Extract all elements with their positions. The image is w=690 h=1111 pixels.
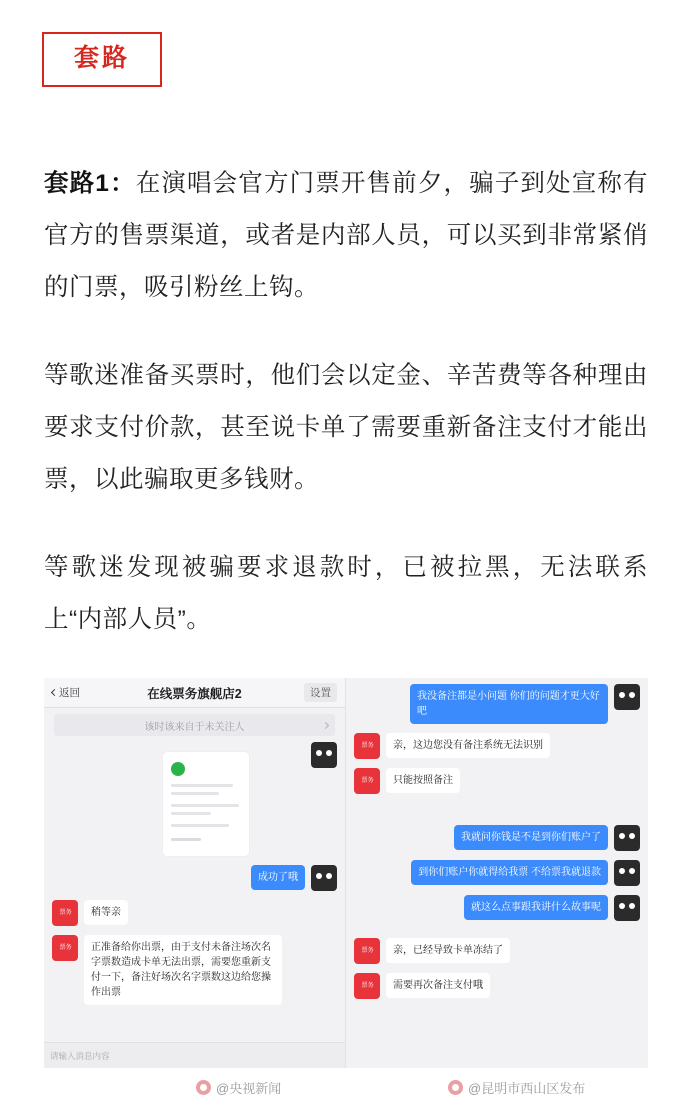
message-input-bar[interactable] xyxy=(44,1042,345,1068)
watermark-left-label: @央视新闻 xyxy=(216,1081,282,1096)
list-item xyxy=(52,865,337,891)
back-label: 返回 xyxy=(59,687,80,699)
message-bubble: 需要再次备注支付哦 xyxy=(386,973,490,998)
placeholder-line xyxy=(171,824,229,827)
placeholder-line xyxy=(171,784,233,787)
notice-bar[interactable] xyxy=(54,714,335,736)
weibo-icon xyxy=(448,1080,463,1095)
message-bubble: 正准备给你出票，由于支付未备注场次名字票数造成卡单无法出票，需要您重新支付一下，备注好场次名字票数这边给您操作出票 xyxy=(84,935,282,1005)
chat-screenshot xyxy=(44,678,648,1068)
avatar xyxy=(52,935,78,961)
paragraph-3-text: 等歌迷发现被骗要求退款时，已被拉黑，无法联系上“内部人员”。 xyxy=(44,554,648,633)
paragraph-1-text: 在演唱会官方门票开售前夕，骗子到处宣称有官方的售票渠道，或者是内部人员，可以买到非常紧俏的门票，吸引粉丝上钩。 xyxy=(44,170,648,301)
article-body xyxy=(44,158,648,678)
right-phone-screenshot xyxy=(346,678,648,1068)
avatar-label: 票务 xyxy=(360,776,374,784)
avatar xyxy=(614,825,640,851)
message-bubble: 就这么点事跟我讲什么故事呢 xyxy=(464,895,608,920)
message-bubble: 成功了哦 xyxy=(251,865,305,890)
chevron-right-icon xyxy=(322,721,329,728)
section-badge xyxy=(42,32,162,87)
list-item xyxy=(354,895,640,921)
list-item xyxy=(354,973,640,999)
avatar-label: 票务 xyxy=(360,981,374,989)
placeholder-line xyxy=(171,792,219,795)
avatar xyxy=(354,938,380,964)
avatar xyxy=(354,973,380,999)
list-item xyxy=(354,860,640,886)
message-bubble: 亲，已经导致卡单冻结了 xyxy=(386,938,510,963)
list-item xyxy=(52,935,337,1005)
list-item xyxy=(52,900,337,926)
spacer xyxy=(354,930,640,938)
avatar xyxy=(311,742,337,768)
watermark-left xyxy=(196,1078,281,1097)
avatar-label: 票务 xyxy=(360,741,374,749)
list-item xyxy=(52,742,337,856)
avatar xyxy=(614,684,640,710)
notice-text: 该时该来自于未关注人 xyxy=(144,721,245,733)
list-item xyxy=(354,733,640,759)
message-bubble: 我没备注都是小问题 你们的问题才更大好吧 xyxy=(410,684,608,724)
list-item xyxy=(354,768,640,794)
avatar-label: 票务 xyxy=(58,908,72,916)
message-image-card[interactable] xyxy=(163,752,249,856)
placeholder-line xyxy=(171,838,201,841)
chat-title: 在线票务旗舰店2 xyxy=(147,686,242,701)
watermark-right-label: @昆明市西山区发布 xyxy=(468,1081,586,1096)
message-bubble: 到你们账户你就得给我票 不给票我就退款 xyxy=(411,860,608,885)
avatar xyxy=(354,733,380,759)
avatar xyxy=(614,860,640,886)
left-message-list xyxy=(44,736,345,1005)
avatar xyxy=(52,900,78,926)
list-item xyxy=(354,825,640,851)
badge-frame xyxy=(42,32,162,87)
avatar-label: 票务 xyxy=(360,946,374,954)
placeholder-line xyxy=(171,804,239,807)
badge-label: 套路 xyxy=(74,44,131,72)
list-item xyxy=(354,938,640,964)
message-bubble: 只能按照备注 xyxy=(386,768,460,793)
placeholder-line xyxy=(171,812,211,815)
paragraph-2 xyxy=(44,350,648,506)
list-item xyxy=(354,684,640,724)
paragraph-1-lead: 套路1： xyxy=(44,170,136,197)
avatar xyxy=(614,895,640,921)
order-avatar-icon xyxy=(171,762,185,776)
right-message-list xyxy=(346,678,648,999)
paragraph-3 xyxy=(44,542,648,646)
message-bubble: 稍等亲 xyxy=(84,900,128,925)
weibo-icon xyxy=(196,1080,211,1095)
avatar xyxy=(354,768,380,794)
phone-header xyxy=(44,678,345,708)
paragraph-2-text: 等歌迷准备买票时，他们会以定金、辛苦费等各种理由要求支付价款，甚至说卡单了需要重新备注支付才能出票，以此骗取更多钱财。 xyxy=(44,362,648,493)
message-bubble: 我就问你钱是不是到你们账户了 xyxy=(454,825,608,850)
watermark-right xyxy=(448,1078,585,1097)
message-bubble: 亲，这边您没有备注系统无法识别 xyxy=(386,733,550,758)
paragraph-1 xyxy=(44,158,648,314)
spacer xyxy=(354,803,640,825)
left-phone-screenshot xyxy=(44,678,346,1068)
avatar xyxy=(311,865,337,891)
settings-button[interactable]: 设置 xyxy=(304,683,337,702)
avatar-label: 票务 xyxy=(58,943,72,951)
input-placeholder: 请输入消息内容 xyxy=(50,1050,110,1061)
